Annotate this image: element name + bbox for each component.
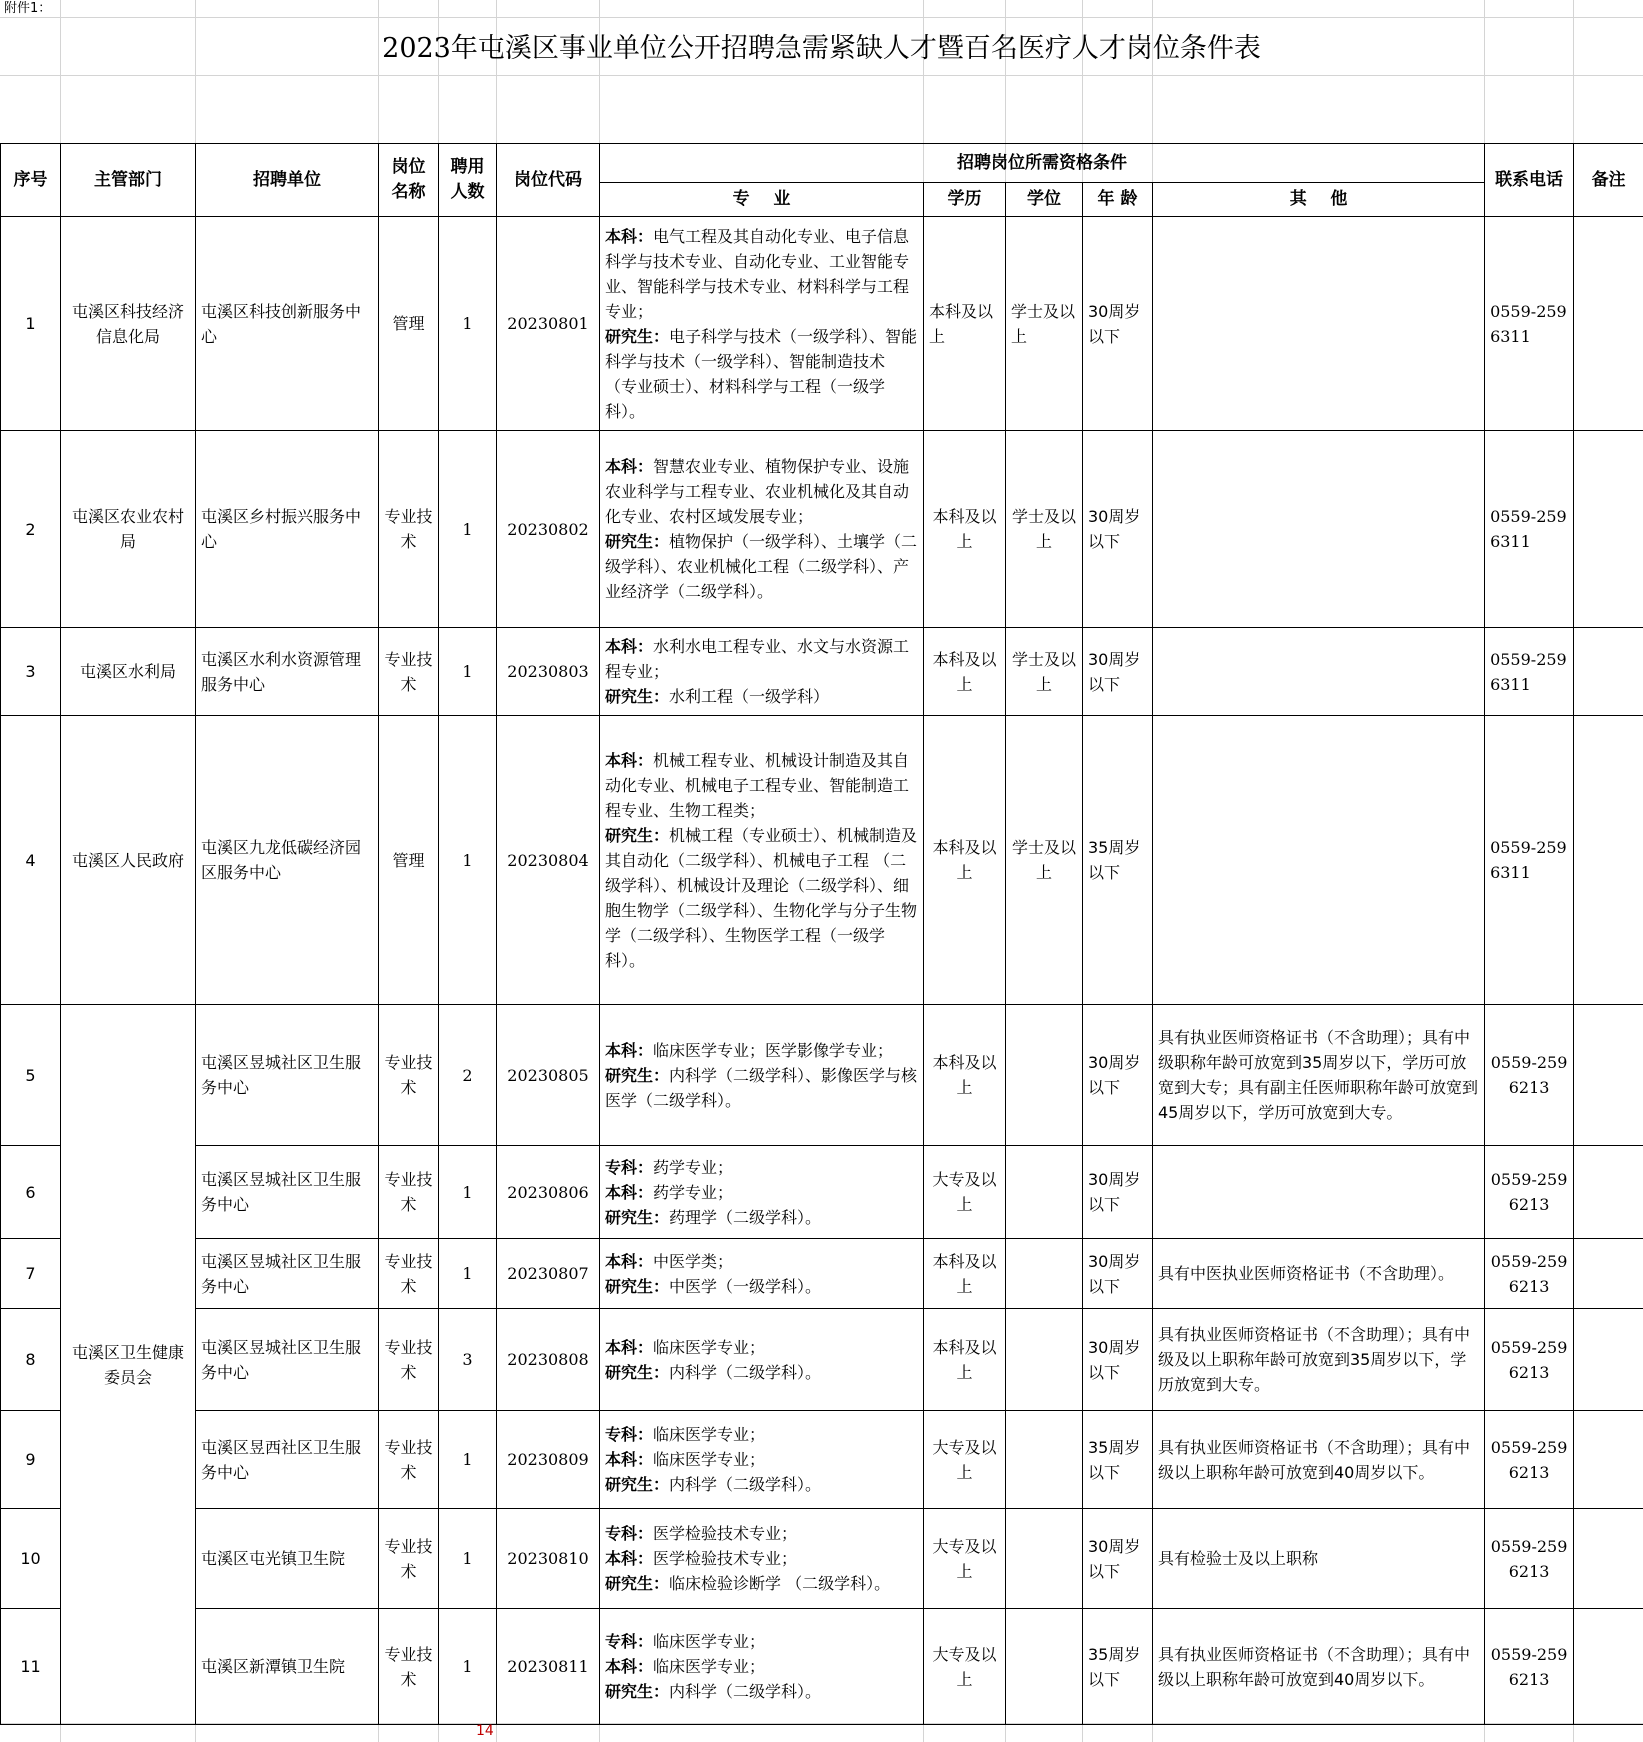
cell-degree: 学士及以上 (1006, 431, 1083, 628)
cell-code: 20230807 (497, 1239, 600, 1309)
cell-post: 专业技术 (379, 431, 439, 628)
cell-dept: 屯溪区农业农村局 (61, 431, 196, 628)
cell-seq: 7 (1, 1239, 61, 1309)
cell-code: 20230806 (497, 1146, 600, 1239)
attachment-label: 附件1： (4, 1, 52, 16)
cell-degree (1006, 1005, 1083, 1146)
major-label: 专科： (605, 1157, 654, 1177)
cell-code: 20230810 (497, 1509, 600, 1609)
cell-code: 20230809 (497, 1411, 600, 1509)
cell-unit: 屯溪区科技创新服务中心 (196, 217, 379, 431)
cell-seq: 8 (1, 1309, 61, 1411)
cell-post: 专业技术 (379, 1239, 439, 1309)
table-row (1, 1005, 1643, 1146)
cell-education: 本科及以上 (924, 1005, 1006, 1146)
cell-phone: 0559-2596311 (1485, 716, 1574, 1005)
cell-seq: 3 (1, 628, 61, 716)
major-text: 临床医学专业； (653, 1337, 766, 1357)
major-text: 机械工程（专业硕士）、机械制造及其自动化（二级学科）、机械电子工程 （二级学科）、机械设计及理论（二级学科）、细胞生物学（二级学科）、生物化学与分子生物学（二级学科）、生物医学工程（一级学科）。 (605, 825, 918, 970)
header-age: 年 龄 (1083, 183, 1153, 217)
major-text: 药理学（二级学科）。 (669, 1207, 822, 1227)
header-degree: 学位 (1006, 183, 1083, 217)
cell-post: 专业技术 (379, 628, 439, 716)
cell-age: 30周岁以下 (1083, 1309, 1153, 1411)
major-label: 研究生： (605, 1475, 670, 1494)
cell-remark (1574, 1509, 1643, 1609)
major-label: 本科： (605, 750, 654, 770)
cell-age: 30周岁以下 (1083, 628, 1153, 716)
cell-degree (1006, 1239, 1083, 1309)
cell-remark (1574, 1309, 1643, 1411)
cell-code: 20230801 (497, 217, 600, 431)
page-title: 2023年屯溪区事业单位公开招聘急需紧缺人才暨百名医疗人才岗位条件表 (382, 33, 1261, 64)
major-text: 临床检验诊断学 （二级学科）。 (669, 1574, 891, 1593)
cell-other: 具有检验士及以上职称 (1153, 1509, 1485, 1609)
cell-hires: 1 (439, 431, 497, 628)
header-post-name: 岗位名称 (379, 144, 439, 217)
table-row (1, 217, 1643, 431)
major-label: 本科： (605, 637, 654, 656)
cell-remark (1574, 431, 1643, 628)
major-label: 本科： (605, 1182, 654, 1202)
cell-post: 专业技术 (379, 1146, 439, 1239)
major-label: 专科： (605, 1632, 654, 1651)
cell-degree (1006, 1609, 1083, 1725)
cell-post: 专业技术 (379, 1005, 439, 1146)
cell-phone: 0559-2596213 (1485, 1146, 1574, 1239)
cell-other (1153, 217, 1485, 431)
table-row (1, 1146, 1643, 1239)
cell-hires: 1 (439, 1609, 497, 1725)
cell-unit: 屯溪区水利水资源管理服务中心 (196, 628, 379, 716)
cell-remark (1574, 628, 1643, 716)
header-seq: 序号 (1, 144, 61, 217)
cell-education: 本科及以上 (924, 1309, 1006, 1411)
cell-major (600, 716, 924, 1005)
table-row (1, 1609, 1643, 1725)
cell-seq: 9 (1, 1411, 61, 1509)
cell-phone: 0559-2596311 (1485, 431, 1574, 628)
cell-other: 具有执业医师资格证书（不含助理）；具有中级及以上职称年龄可放宽到35周岁以下，学历放宽到大专。 (1153, 1309, 1485, 1411)
cell-remark (1574, 217, 1643, 431)
major-label: 研究生： (605, 1065, 670, 1085)
cell-remark (1574, 716, 1643, 1005)
major-label: 研究生： (605, 1682, 670, 1701)
cell-dept: 屯溪区科技经济信息化局 (61, 217, 196, 431)
cell-major (600, 431, 924, 628)
cell-major (600, 217, 924, 431)
major-text: 电气工程及其自动化专业、电子信息科学与技术专业、自动化专业、工业智能专业、智能科学与技术专业、材料科学与工程专业； (605, 226, 910, 321)
major-label: 本科： (605, 1337, 654, 1357)
cell-education: 本科及以上 (924, 628, 1006, 716)
major-label: 本科： (605, 457, 654, 476)
cell-code: 20230811 (497, 1609, 600, 1725)
header-conditions: 招聘岗位所需资格条件 (600, 144, 1485, 183)
cell-hires: 1 (439, 1411, 497, 1509)
cell-post: 管理 (379, 716, 439, 1005)
table-row (1, 628, 1643, 716)
cell-code: 20230805 (497, 1005, 600, 1146)
cell-code: 20230802 (497, 431, 600, 628)
cell-other: 具有执业医师资格证书（不含助理）；具有中级以上职称年龄可放宽到40周岁以下。 (1153, 1609, 1485, 1725)
header-remark: 备注 (1574, 144, 1643, 217)
cell-hires: 1 (439, 1509, 497, 1609)
cell-dept: 屯溪区水利局 (61, 628, 196, 716)
major-text: 植物保护（一级学科）、土壤学（二级学科）、农业机械化工程（二级学科）、产业经济学（二级学科）。 (605, 532, 918, 601)
major-text: 医学检验技术专业； (653, 1524, 798, 1543)
major-label: 专科： (605, 1425, 654, 1444)
major-text: 内科学（二级学科）、影像医学与核医学（二级学科）。 (605, 1065, 918, 1110)
cell-major (600, 1239, 924, 1309)
major-label: 研究生： (605, 1276, 670, 1296)
cell-post: 专业技术 (379, 1411, 439, 1509)
cell-remark (1574, 1239, 1643, 1309)
cell-hires: 1 (439, 217, 497, 431)
major-label: 本科： (605, 226, 654, 246)
header-dept: 主管部门 (61, 144, 196, 217)
cell-seq: 6 (1, 1146, 61, 1239)
cell-other (1153, 628, 1485, 716)
cell-code: 20230804 (497, 716, 600, 1005)
major-text: 临床医学专业； (653, 1450, 766, 1469)
cell-other (1153, 716, 1485, 1005)
header-hires: 聘用人数 (439, 144, 497, 217)
cell-major (600, 1005, 924, 1146)
cell-unit: 屯溪区九龙低碳经济园区服务中心 (196, 716, 379, 1005)
cell-degree (1006, 1309, 1083, 1411)
major-text: 中医学类； (653, 1251, 734, 1271)
cell-education: 本科及以上 (924, 431, 1006, 628)
cell-education: 大专及以上 (924, 1609, 1006, 1725)
header-unit: 招聘单位 (196, 144, 379, 217)
cell-education: 大专及以上 (924, 1411, 1006, 1509)
cell-seq: 2 (1, 431, 61, 628)
major-label: 本科： (605, 1251, 654, 1271)
header-education: 学历 (924, 183, 1006, 217)
cell-degree (1006, 1411, 1083, 1509)
major-text: 电子科学与技术（一级学科）、智能科学与技术（一级学科）、智能制造技术 （专业硕士）、材料科学与工程（一级学科）。 (605, 326, 918, 421)
major-label: 研究生： (605, 1207, 670, 1227)
job-conditions-table (0, 143, 1643, 1725)
cell-phone: 0559-2596213 (1485, 1609, 1574, 1725)
major-text: 内科学（二级学科）。 (669, 1362, 822, 1382)
cell-unit: 屯溪区昱城社区卫生服务中心 (196, 1146, 379, 1239)
table-row (1, 1509, 1643, 1609)
cell-age: 35周岁以下 (1083, 716, 1153, 1005)
header-phone: 联系电话 (1485, 144, 1574, 217)
cell-code: 20230803 (497, 628, 600, 716)
major-label: 研究生： (605, 326, 670, 346)
major-text: 药学专业； (653, 1182, 734, 1202)
major-text: 水利工程（一级学科） (669, 687, 830, 706)
cell-hires: 1 (439, 1146, 497, 1239)
major-label: 本科： (605, 1040, 654, 1060)
cell-remark (1574, 1005, 1643, 1146)
major-label: 专科： (605, 1524, 654, 1543)
cell-age: 35周岁以下 (1083, 1609, 1153, 1725)
cell-education: 大专及以上 (924, 1509, 1006, 1609)
cell-remark (1574, 1411, 1643, 1509)
cell-major (600, 1411, 924, 1509)
cell-hires: 2 (439, 1005, 497, 1146)
cell-major (600, 1509, 924, 1609)
major-label: 本科： (605, 1450, 654, 1469)
cell-post: 专业技术 (379, 1309, 439, 1411)
cell-age: 30周岁以下 (1083, 1509, 1153, 1609)
cell-post: 专业技术 (379, 1509, 439, 1609)
cell-unit: 屯溪区昱城社区卫生服务中心 (196, 1309, 379, 1411)
cell-post: 管理 (379, 217, 439, 431)
cell-major (600, 1609, 924, 1725)
cell-unit: 屯溪区乡村振兴服务中心 (196, 431, 379, 628)
major-label: 本科： (605, 1549, 654, 1568)
major-text: 医学检验技术专业； (653, 1549, 798, 1568)
cell-hires: 1 (439, 628, 497, 716)
major-label: 本科： (605, 1657, 654, 1676)
cell-degree (1006, 1146, 1083, 1239)
cell-age: 30周岁以下 (1083, 1239, 1153, 1309)
cell-major (600, 1309, 924, 1411)
major-text: 临床医学专业；医学影像学专业； (653, 1040, 894, 1060)
header-other: 其 他 (1153, 183, 1485, 217)
cell-age: 30周岁以下 (1083, 1005, 1153, 1146)
table-row (1, 431, 1643, 628)
cell-age: 30周岁以下 (1083, 1146, 1153, 1239)
major-text: 临床医学专业； (653, 1657, 766, 1676)
cell-dept: 屯溪区人民政府 (61, 716, 196, 1005)
cell-degree: 学士及以上 (1006, 716, 1083, 1005)
major-text: 内科学（二级学科）。 (669, 1475, 822, 1494)
major-text: 水利水电工程专业、水文与水资源工程专业； (605, 637, 910, 681)
table-row (1, 1309, 1643, 1411)
cell-seq: 5 (1, 1005, 61, 1146)
cell-degree: 学士及以上 (1006, 217, 1083, 431)
major-text: 药学专业； (653, 1157, 734, 1177)
cell-education: 大专及以上 (924, 1146, 1006, 1239)
table-row (1, 1239, 1643, 1309)
major-text: 内科学（二级学科）。 (669, 1682, 822, 1701)
cell-other: 具有执业医师资格证书（不含助理）；具有中级以上职称年龄可放宽到40周岁以下。 (1153, 1411, 1485, 1509)
cell-degree: 学士及以上 (1006, 628, 1083, 716)
cell-phone: 0559-2596311 (1485, 217, 1574, 431)
cell-education: 本科及以上 (924, 1239, 1006, 1309)
major-text: 临床医学专业； (653, 1425, 766, 1444)
header-major: 专 业 (600, 183, 924, 217)
cell-phone: 0559-2596213 (1485, 1411, 1574, 1509)
cell-major (600, 628, 924, 716)
major-label: 研究生： (605, 825, 670, 845)
cell-age: 30周岁以下 (1083, 431, 1153, 628)
cell-phone: 0559-2596213 (1485, 1509, 1574, 1609)
cell-education: 本科及以上 (924, 217, 1006, 431)
cell-unit: 屯溪区昱城社区卫生服务中心 (196, 1005, 379, 1146)
cell-phone: 0559-2596213 (1485, 1309, 1574, 1411)
cell-unit: 屯溪区昱城社区卫生服务中心 (196, 1239, 379, 1309)
cell-seq: 4 (1, 716, 61, 1005)
cell-hires: 3 (439, 1309, 497, 1411)
cell-unit: 屯溪区屯光镇卫生院 (196, 1509, 379, 1609)
major-text: 临床医学专业； (653, 1632, 766, 1651)
cell-phone: 0559-2596213 (1485, 1005, 1574, 1146)
cell-age: 35周岁以下 (1083, 1411, 1153, 1509)
cell-hires: 1 (439, 716, 497, 1005)
cell-unit: 屯溪区新潭镇卫生院 (196, 1609, 379, 1725)
major-text: 机械工程专业、机械设计制造及其自动化专业、机械电子工程专业、智能制造工程专业、生物工程类； (605, 750, 910, 820)
cell-hires: 1 (439, 1239, 497, 1309)
cell-other (1153, 1146, 1485, 1239)
cell-seq: 1 (1, 217, 61, 431)
major-label: 研究生： (605, 532, 670, 551)
cell-unit: 屯溪区昱西社区卫生服务中心 (196, 1411, 379, 1509)
cell-remark (1574, 1609, 1643, 1725)
cell-degree (1006, 1509, 1083, 1609)
cell-other: 具有执业医师资格证书（不含助理）；具有中级职称年龄可放宽到35周岁以下，学历可放宽到大专；具有副主任医师职称年龄可放宽到45周岁以下，学历可放宽到大专。 (1153, 1005, 1485, 1146)
major-label: 研究生： (605, 1362, 670, 1382)
major-label: 研究生： (605, 1574, 670, 1593)
cell-seq: 10 (1, 1509, 61, 1609)
cell-post: 专业技术 (379, 1609, 439, 1725)
major-text: 智慧农业专业、植物保护专业、设施农业科学与工程专业、农业机械化及其自动化专业、农村区域发展专业； (605, 457, 910, 526)
cell-remark (1574, 1146, 1643, 1239)
cell-dept: 屯溪区卫生健康委员会 (61, 1005, 196, 1725)
cell-major (600, 1146, 924, 1239)
cell-phone: 0559-2596213 (1485, 1239, 1574, 1309)
header-code: 岗位代码 (497, 144, 600, 217)
cell-code: 20230808 (497, 1309, 600, 1411)
major-text: 中医学（一级学科）。 (669, 1276, 822, 1296)
major-label: 研究生： (605, 687, 670, 706)
table-row (1, 1411, 1643, 1509)
cell-other (1153, 431, 1485, 628)
cell-phone: 0559-2596311 (1485, 628, 1574, 716)
cell-age: 30周岁以下 (1083, 217, 1153, 431)
cell-other: 具有中医执业医师资格证书（不含助理）。 (1153, 1239, 1485, 1309)
cell-seq: 11 (1, 1609, 61, 1725)
cell-education: 本科及以上 (924, 716, 1006, 1005)
table-row (1, 716, 1643, 1005)
total-hires: 14 (476, 1723, 494, 1739)
